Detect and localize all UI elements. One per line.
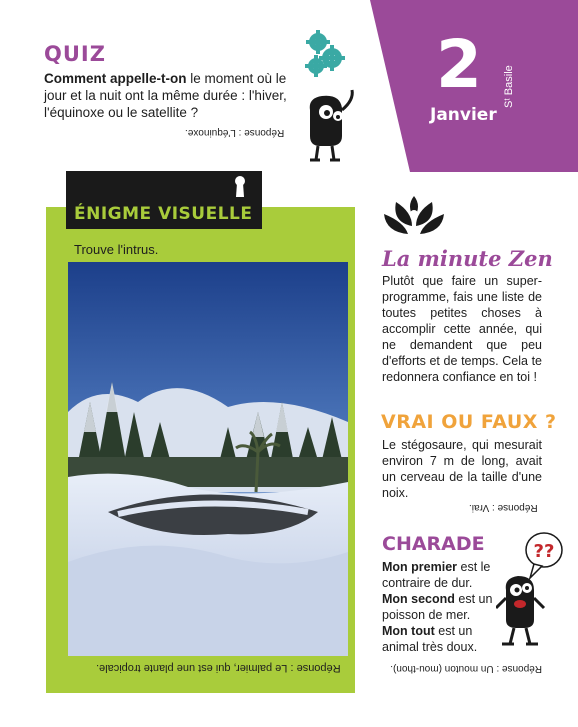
zen-title: La minute Zen (382, 246, 553, 271)
charade-line1-rest: est le contraire de dur. (382, 560, 491, 590)
enigme-title: ÉNIGME VISUELLE (74, 204, 253, 224)
quiz-question-bold: Comment appelle-t-on (44, 71, 187, 86)
monster-icon (496, 576, 544, 644)
gears-monster-illustration (296, 28, 368, 170)
enigme-answer: Réponse : Le palmier, qui est une plante tropicale. (96, 662, 341, 674)
charade-title: CHARADE (382, 533, 485, 555)
date-saint: Sᵗ Basile (503, 65, 515, 108)
charade-text (382, 559, 494, 655)
charade-answer: Réponse : Un mouton (mou-thon). (390, 663, 542, 674)
snow-forest-photo (68, 262, 348, 656)
quiz-answer: Réponse : L'équinoxe. (185, 127, 285, 138)
vrai-faux-text: Le stégosaure, qui mesurait environ 7 m de long, avait un cerveau de la taille d'une noix. (382, 438, 542, 500)
monster-question-illustration (496, 528, 566, 652)
charade-line3-bold: Mon tout (382, 624, 435, 638)
date-month: Janvier (430, 105, 497, 125)
keyhole-icon (233, 175, 247, 199)
charade-line3-rest: est un animal très doux. (382, 624, 478, 654)
bubble-text: ?? (533, 541, 555, 562)
quiz-question (44, 70, 304, 121)
quiz-question-rest: le moment où le jour et la nuit ont la même durée : l'hiver, l'équinoxe ou le satellite ? (44, 71, 287, 120)
charade-line1-bold: Mon premier (382, 560, 458, 574)
charade-line2-bold: Mon second (382, 592, 455, 606)
speech-bubble-icon (526, 533, 562, 578)
zen-text: Plutôt que faire un super-programme, fais une liste de toutes petites choses à accomplir cette année, qui ne demandent que peu d'efforts et de temps. Cela te redonnera confiance en toi ! (382, 274, 542, 384)
enigme-instruction: Trouve l'intrus. (74, 242, 159, 257)
quiz-title: QUIZ (44, 42, 106, 66)
monster-icon (310, 90, 353, 160)
gears-icon (305, 30, 345, 77)
lotus-meditation-icon (382, 192, 446, 240)
date-day: 2 (436, 26, 482, 103)
vrai-faux-title: VRAI OU FAUX ? (381, 411, 557, 433)
vrai-faux-answer: Réponse : Vrai. (469, 502, 538, 513)
charade-line2-rest: est un poisson de mer. (382, 592, 493, 622)
